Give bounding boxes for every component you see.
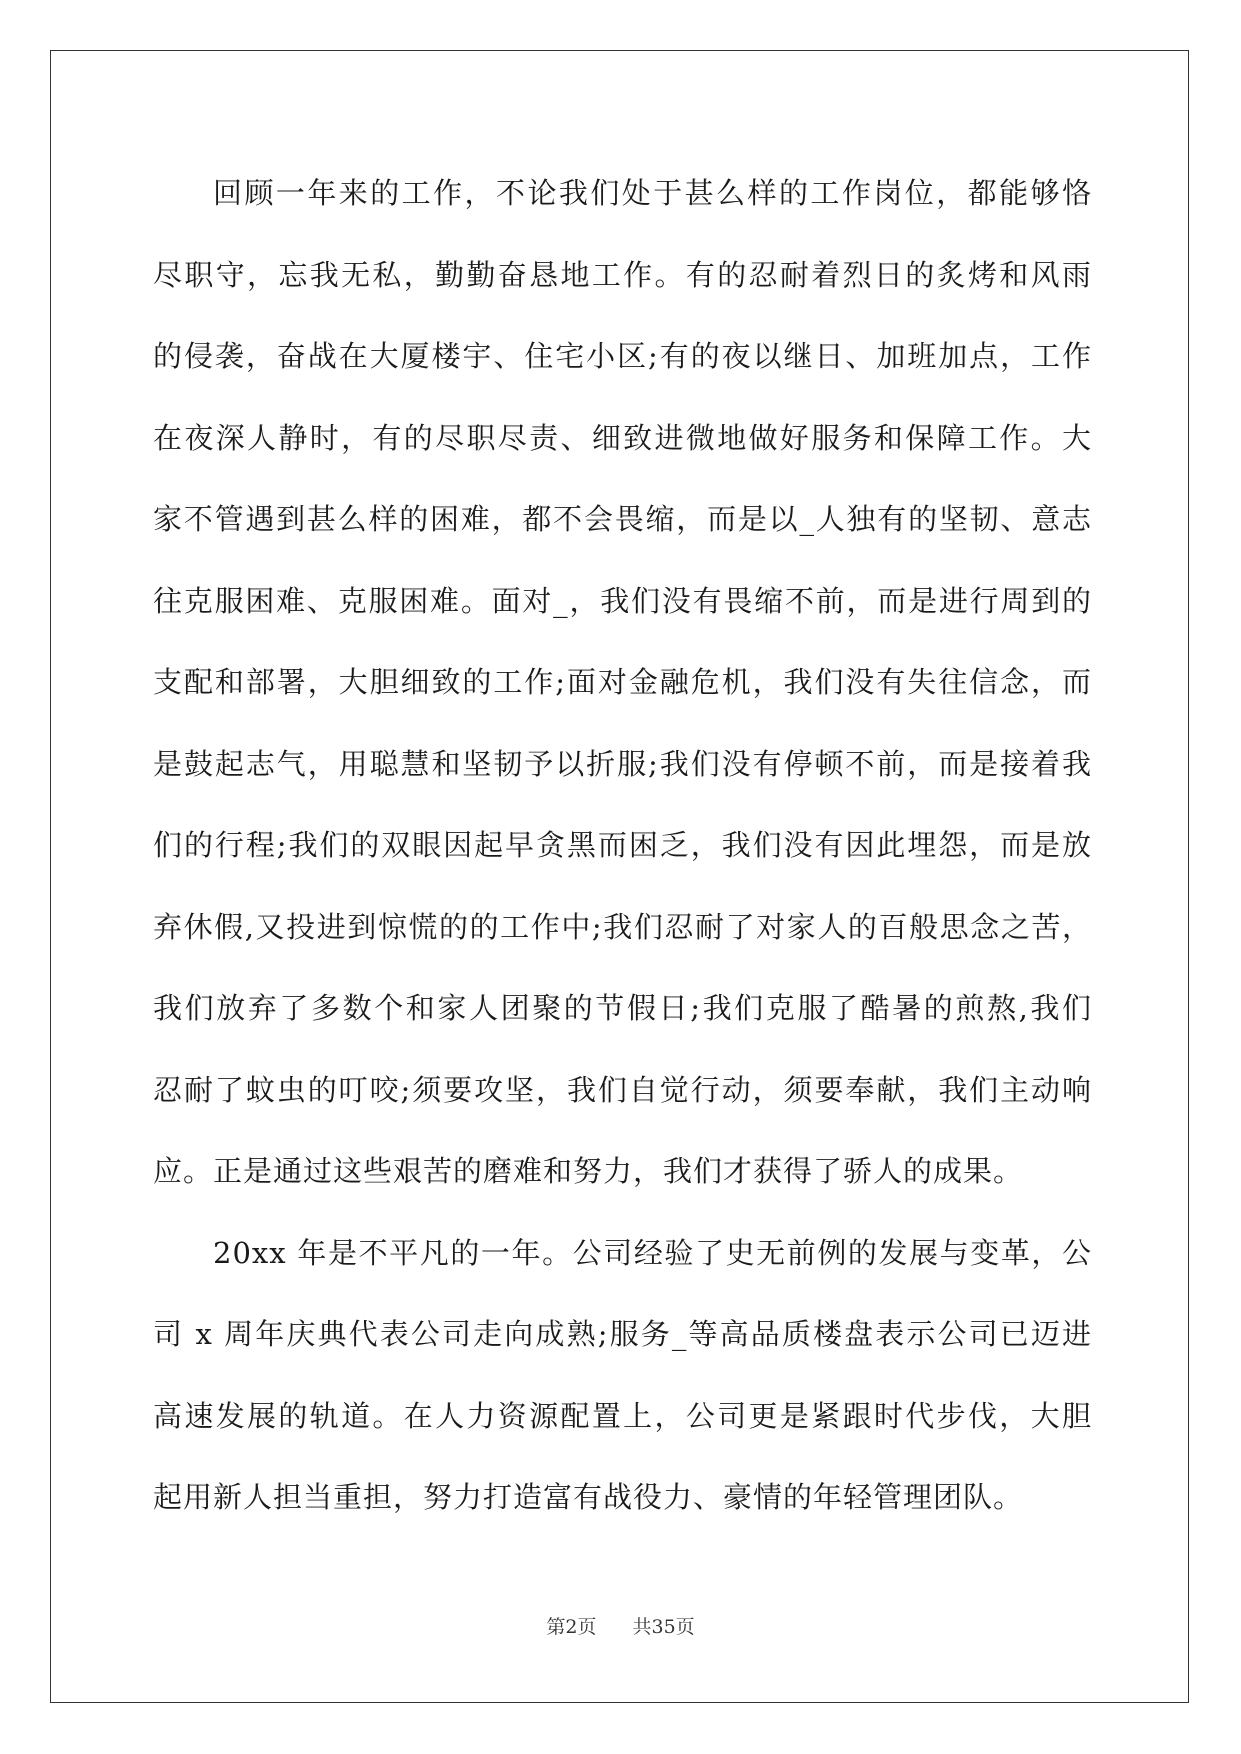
document-body: [153, 158, 1092, 1544]
paragraph-1-line: 家不管遇到甚么样的困难，都不会畏缩，而是以_人独有的坚韧、意志: [153, 502, 1092, 536]
paragraph-1-line: 往克服困难、克服困难。面对_，我们没有畏缩不前，而是进行周到的: [153, 583, 1092, 618]
page-footer: [0, 1612, 1241, 1639]
page-number: 第2页: [546, 1616, 597, 1638]
paragraph-1-line: 回顾一年来的工作，不论我们处于甚么样的工作岗位，都能够恪: [213, 176, 1092, 210]
page-total: 共35页: [632, 1616, 695, 1638]
paragraph-1-line: 尽职守，忘我无私，勤勤奋恳地工作。有的忍耐着烈日的炙烤和风雨: [153, 257, 1092, 292]
paragraph-1-line: 我们放弃了多数个和家人团聚的节假日;我们克服了酷暑的煎熬,我们: [153, 991, 1092, 1025]
paragraph-1-line: 的侵袭，奋战在大厦楼宇、住宅小区;有的夜以继日、加班加点，工作: [153, 339, 1092, 373]
paragraph-1-line: 在夜深人静时，有的尽职尽责、细致进微地做好服务和保障工作。大: [153, 420, 1092, 455]
paragraph-1-line: 是鼓起志气，用聪慧和坚韧予以折服;我们没有停顿不前，而是接着我: [153, 746, 1092, 781]
paragraph-2-line: 起用新人担当重担，努力打造富有战役力、豪情的年轻管理团队。: [153, 1480, 1024, 1514]
paragraph-1-line: 忍耐了蚊虫的叮咬;须要攻坚，我们自觉行动，须要奉献，我们主动响: [153, 1072, 1092, 1107]
paragraph-2-line: 高速发展的轨道。在人力资源配置上，公司更是紧跟时代步伐，大胆: [153, 1398, 1092, 1433]
paragraph-1-line: 弃休假,又投进到惊慌的的工作中;我们忍耐了对家人的百般思念之苦，: [153, 909, 1092, 944]
paragraph-1-line: 应。正是通过这些艰苦的磨难和努力，我们才获得了骄人的成果。: [153, 1154, 1024, 1188]
paragraph-2-line: 司 x 周年庆典代表公司走向成熟;服务_等高品质楼盘表示公司已迈进: [153, 1317, 1092, 1351]
paragraph-1-line: 支配和部署，大胆细致的工作;面对金融危机，我们没有失往信念，而: [153, 665, 1092, 699]
paragraph-1-line: 们的行程;我们的双眼因起早贪黑而困乏，我们没有因此埋怨，而是放: [153, 828, 1092, 862]
paragraph-2-line: 20xx 年是不平凡的一年。公司经验了史无前例的发展与变革，公: [213, 1235, 1092, 1270]
